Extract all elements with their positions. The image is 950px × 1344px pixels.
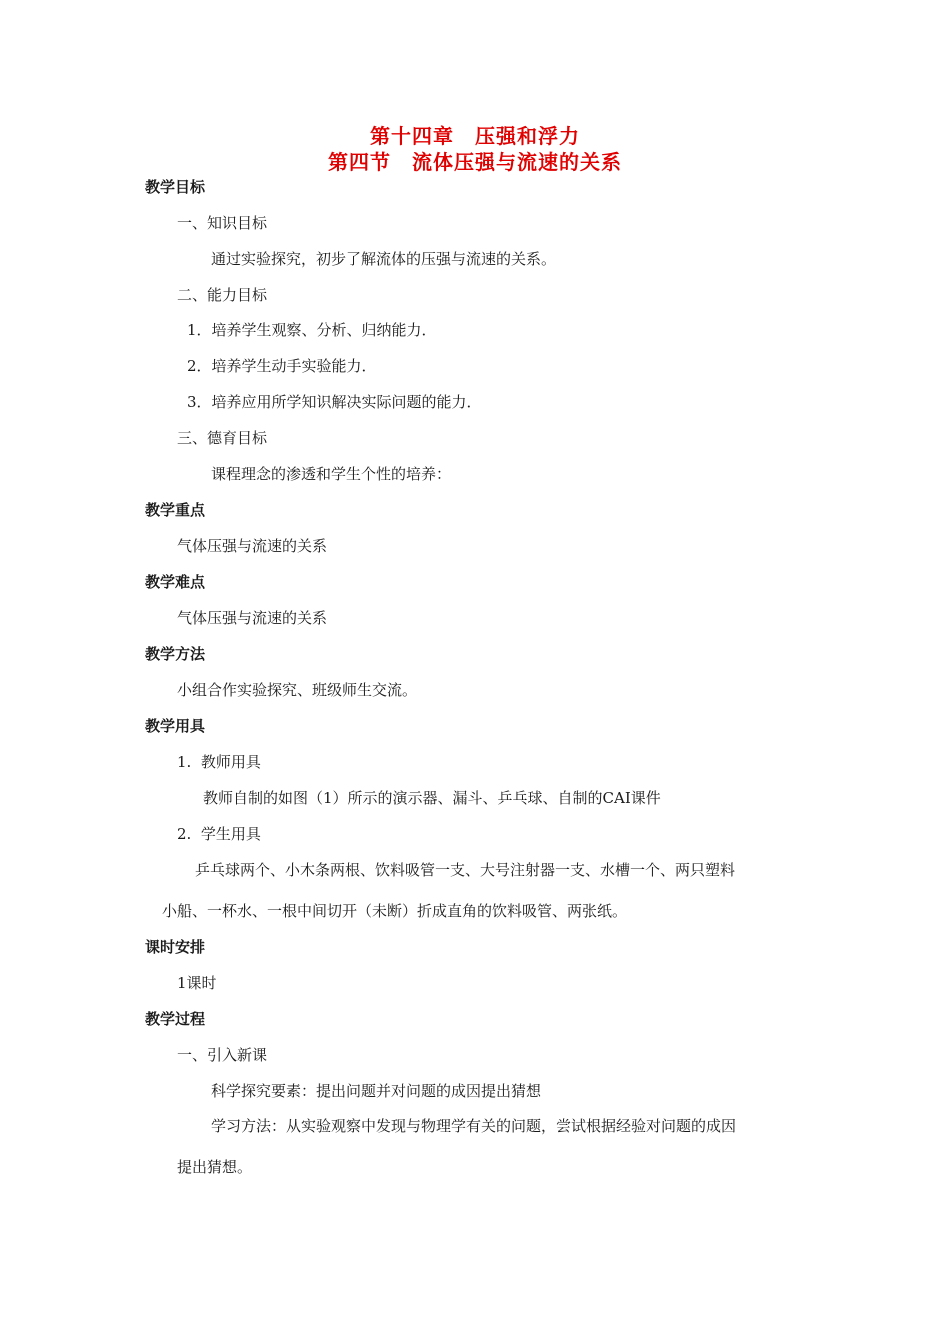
ability-heading: 二、能力目标 <box>177 286 268 304</box>
chapter-title: 第十四章 压强和浮力 <box>370 124 580 148</box>
schedule-heading: 课时安排 <box>145 938 206 956</box>
knowledge-text: 通过实验探究，初步了解流体的压强与流速的关系。 <box>211 250 557 268</box>
difficulty-heading: 教学难点 <box>145 573 206 591</box>
moral-text: 课程理念的渗透和学生个性的培养： <box>211 465 452 483</box>
student-tools-text-line2: 小船、一杯水、一根中间切开（未断）折成直角的饮料吸管、两张纸。 <box>162 902 628 920</box>
objectives-heading: 教学目标 <box>145 178 206 196</box>
learning-method-line1: 学习方法：从实验观察中发现与物理学有关的问题，尝试根据经验对问题的成因 <box>211 1117 737 1135</box>
ability-item-2: 2．培养学生动手实验能力． <box>187 357 377 375</box>
tools-heading: 教学用具 <box>145 717 206 735</box>
intro-heading: 一、引入新课 <box>177 1046 268 1064</box>
key-point-heading: 教学重点 <box>145 501 206 519</box>
student-tools-text-line1: 乒乓球两个、小木条两根、饮料吸管一支、大号注射器一支、水槽一个、两只塑料 <box>195 861 736 879</box>
section-title: 第四节 流体压强与流速的关系 <box>328 150 622 174</box>
student-tools-heading: 2. 学生用具 <box>177 825 261 843</box>
teacher-tools-heading: 1. 教师用具 <box>177 753 261 771</box>
knowledge-heading: 一、知识目标 <box>177 214 268 232</box>
ability-item-1: 1．培养学生观察、分析、归纳能力． <box>187 321 437 339</box>
difficulty-text: 气体压强与流速的关系 <box>177 609 328 627</box>
learning-method-line2: 提出猜想。 <box>177 1158 253 1176</box>
moral-heading: 三、德育目标 <box>177 429 268 447</box>
process-heading: 教学过程 <box>145 1010 206 1028</box>
teacher-tools-text: 教师自制的如图（1）所示的演示器、漏斗、乒乓球、自制的CAI课件 <box>203 789 661 807</box>
method-text: 小组合作实验探究、班级师生交流。 <box>177 681 418 699</box>
inquiry-elements-text: 科学探究要素：提出问题并对问题的成因提出猜想 <box>211 1082 542 1100</box>
schedule-text: 1课时 <box>177 974 217 992</box>
key-point-text: 气体压强与流速的关系 <box>177 537 328 555</box>
ability-item-3: 3．培养应用所学知识解决实际问题的能力． <box>187 393 482 411</box>
method-heading: 教学方法 <box>145 645 206 663</box>
